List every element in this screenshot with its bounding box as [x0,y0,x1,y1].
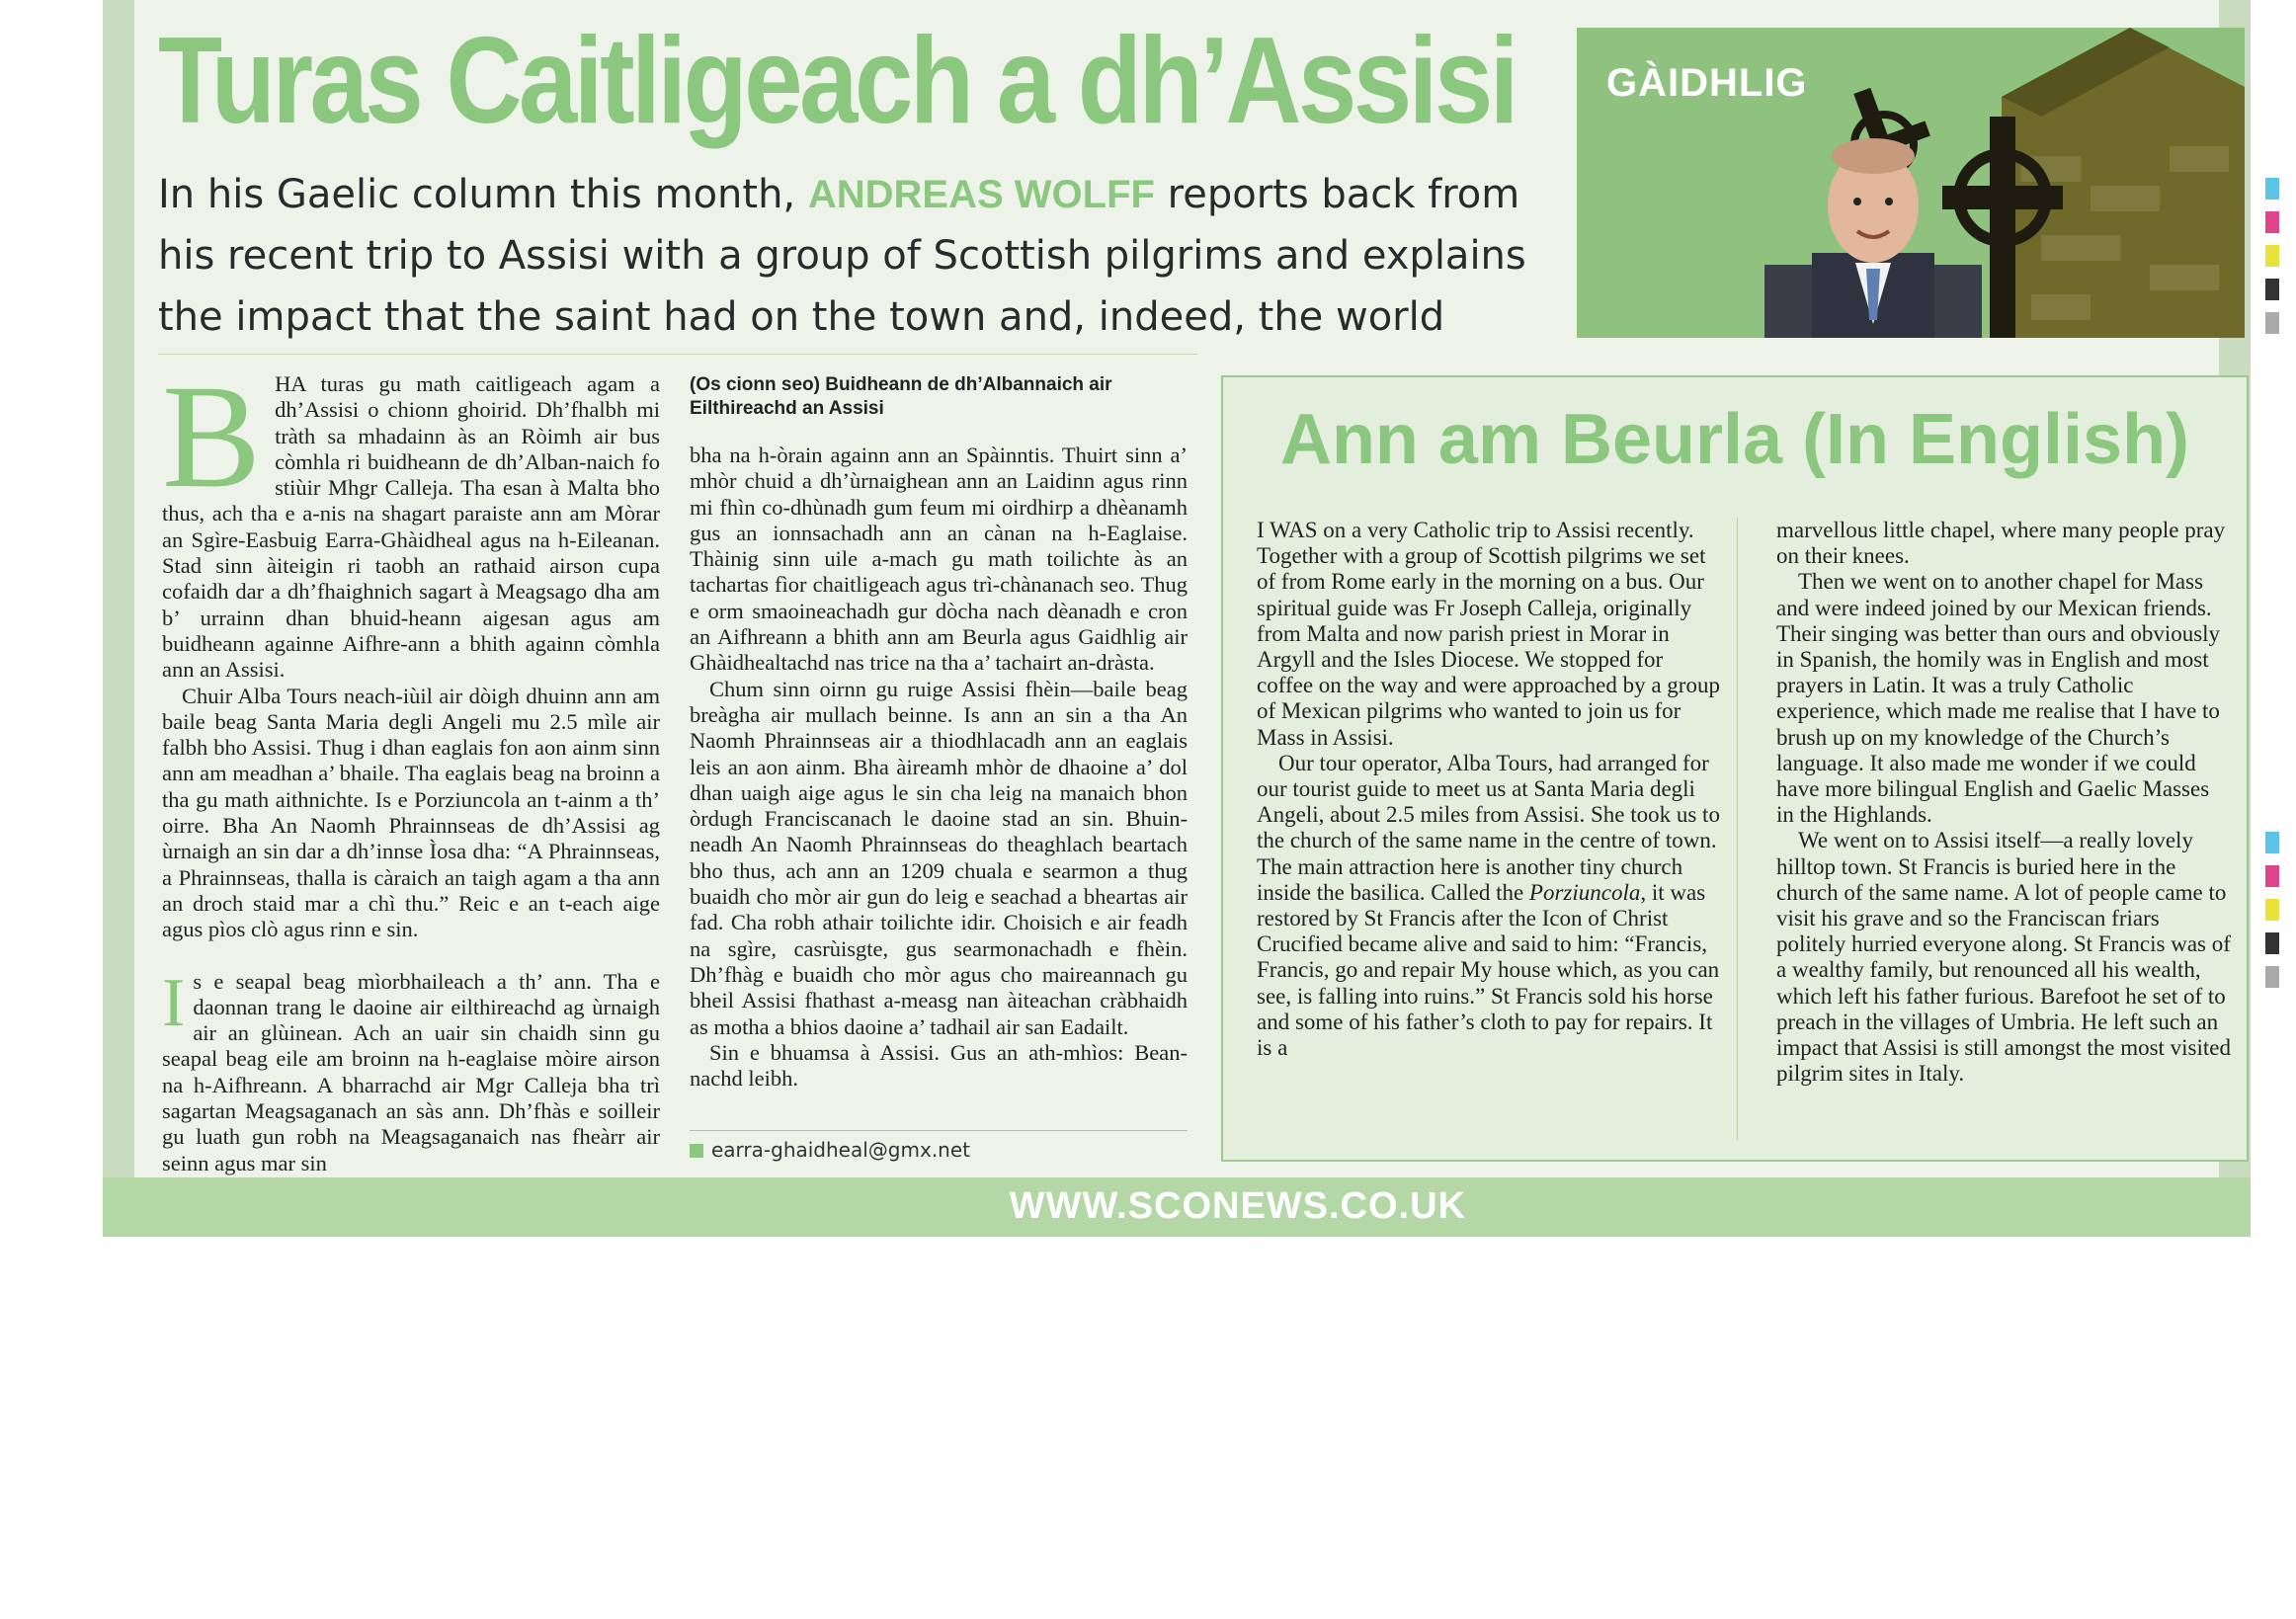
header-divider [158,354,1197,355]
english-translation-box [1221,375,2249,1162]
gaelic-paragraph: bha na h-òrain againn ann an Spàinntis. Thuirt sinn a’ mhòr chuid a dh’ùrnaighean ann an Laidinn agus rinn mi fhìn co-dhùnadh gum feum mi oirdhirp a dhèanamh gus an ionnsachadh ann an cànan na h-Eaglaise. Thàinig sinn uile a-mach gu math toilichte às an tachartas fìor chaitligeach agus trì-chànanach seo. Thug e orm smaoineachadh gur dòcha nach dèanadh e cron an Aifhreann a bhith ann am Beurla agus Gaidhlig air Ghàidhealtachd nas trice na tha a’ tachairt an-dràsta. [690,443,1188,676]
footer-bar [103,1177,2251,1237]
bullet-square-icon [690,1144,703,1158]
english-paragraph: marvellous little chapel, where many people pray on their knees. [1776,518,2226,569]
english-paragraph: We went on to Assisi itself—a really lovely hilltop town. St Francis is buried here in the church of the same name. A lot of people came to visit his grave and so the Franciscan friars politely hurried everyone along. St Francis was of a wealthy family, but renounced all his wealth, which left his father furious. Barefoot he set of to preach in the villages of Umbria. He left such an impact that Assisi is still amongst the most visited pilgrim sites in Italy. [1776,828,2231,1087]
author-name: ANDREAS WOLFF [807,173,1155,216]
english-paragraph [1257,751,1721,1061]
header-photo [1577,28,2245,338]
email-address: earra-ghaidheal@gmx.net [711,1138,970,1162]
gaelic-text: HA turas gu math caitligeach agam a dh’Assisi o chionn ghoirid. Dh’fhalbh mi tràth sa mhadainn às an Ròimh air bus còmhla ri buidheann de dh’Alban-naich fo stiùir Mhgr Calleja. Tha esan à Malta bho thus, ach tha e a-nis na shagart paraiste ann am Mòrar an Sgìre-Easbuig Earra-Ghàidheal agus na h-Eileanan. Stad sinn àiteigin ri taobh an rathaid airson cupa cofaidh dar a dh’fhaighnich sagart à Meagsago dha am b’ urrainn dhan bhuid-heann aigesan agus am buidheann againne Aifhre-ann a bhith againn còmhla ann an Assisi. [162,371,660,683]
english-paragraph: I WAS on a very Catholic trip to Assisi recently. Together with a group of Scottish pilgrims we set of from Rome early in the morning on a bus. Our spiritual guide was Fr Joseph Calleja, originally from Malta and now parish priest in Morar in Argyll and the Isles Diocese. We stopped for coffee on the way and were approached by a group of Mexican pilgrims who wanted to join us for Mass in Assisi. [1257,518,1720,750]
gaelic-column-2 [690,443,1188,1092]
english-italic: Porziuncola [1528,879,1641,905]
english-column-2 [1776,518,2231,1087]
drop-cap: I [162,964,186,1041]
drop-cap: B [162,355,262,519]
gaelic-text: s e seapal beag mìorbhaileach a th’ ann. Tha e daonnan trang le daoine air eilthireachd ag ùrnaigh air an glùinean. Ach an uair sin chaidh sinn gu seapal beag eile am broinn na h-eaglaise mòire airson na h-Aifhreann. A bharrachd air Mgr Calleja bha trì sagartan Meagsaganach an sàs ann. Dh’fhàs e soilleir gu luath gun robh na Meagsaganaich nas fheàrr air seinn agus mar sin [162,968,660,1175]
english-text: , it was restored by St Francis after the Icon of Christ Crucified became alive and said to him: “Francis, Francis, go and repair My house which, as you can see, is falling into ruins.” St Francis sold his horse and some of his father’s cloth to pay for repairs. It is a [1257,879,1720,1061]
photo-caption: (Os cionn seo) Buidheann de dh’Albannaich air Eilthireachd an Assisi [690,374,1112,419]
headline: Turas Caitligeach a dh’Assisi [158,13,1516,149]
english-title: Ann am Beurla (In English) [1279,400,2190,479]
gaelic-paragraph: Sin e bhuamsa à Assisi. Gus an ath-mhìos: Bean-nachd leibh. [690,1039,1188,1092]
author-email [690,1138,970,1162]
gaelic-paragraph: Chuir Alba Tours neach-iùil air dòigh dhuinn ann am baile beag Santa Maria degli Angeli mu 2.5 mìle air falbh bho Assisi. Thug i dhan eaglais fon aon ainm sinn ann am meadhan a’ bhaile. Tha eaglais beag na broinn a tha gu math aithnichte. Is e Porziuncola an t-ainm a th’ oirre. Bha An Naomh Phrainnseas de dh’Assisi ag ùrnaigh an sin dar a dh’innse Ìosa dha: “A Phrainnseas, a Phrainnseas, thalla is càraich an taigh agam a tha ann an droch staid mar a chì thu.” Reic e an t-each aige agus pìos clò agus rinn e sin. [162,683,660,942]
standfirst [158,164,1561,348]
standfirst-rest: reports back from his recent trip to Assisi with a group of Scottish pilgrims and explains the impact that the saint had on the town and, indeed, the world [158,172,1526,340]
english-text: Our tour operator, Alba Tours, had arranged for our tourist guide to meet us at Santa Maria degli Angeli, about 2.5 miles from Assisi. She took us to the church of the same name in the centre of town. The main attraction here is another tiny church inside the basilica. Called the [1257,750,1720,905]
print-color-marks-bottom [2265,832,2279,1000]
gaelic-column-1 [162,355,660,1176]
column-divider [1737,518,1738,1140]
footer-url[interactable]: WWW.SCONEWS.CO.UK [1009,1185,1466,1227]
gaelic-paragraph [162,355,660,684]
email-rule [690,1130,1188,1131]
english-column-1 [1257,518,1721,1061]
section-tag: GÀIDHLIG [1606,61,1808,105]
english-paragraph: Then we went on to another chapel for Mass and were indeed joined by our Mexican friends. Their singing was better than ours and obviously in Spanish, the homily was in English and most prayers in Latin. It was a truly Catholic experience, which made me realise that I have to brush up on my knowledge of the Church’s language. It also made me wonder if we could have more bilingual English and Gaelic Masses in the Highlands. [1776,569,2221,828]
standfirst-intro: In his Gaelic column this month, [158,172,808,217]
print-color-marks-top [2265,178,2279,346]
gaelic-paragraph: Chum sinn oirnn gu ruige Assisi fhèin—baile beag breàgha air mullach beinne. Is ann an sin a tha An Naomh Phrainnseas air a thiodhlacadh ann an eaglais leis an aon ainm. Bha àireamh mhòr de dhaoine a’ dol dhan uaigh aige agus le sin cha leig na manaich bhon òrdugh Franciscanach le daoine stad an sin. Bhuin-neadh An Naomh Phrainnseas do theaghlach beartach bho thus, ach ann an 1209 chuala e searmon a thug buaidh cho mòr air gun do leig e seachad a bheartas air fad. Cha robh athair toilichte idir. Choisich e air feadh na sgìre, casrùisgte, gus searmonachadh e fhèin. Dh’fhàg e buaidh cho mòr agus cho maireannach gu bheil Assisi fhathast a-measg nan àiteachan cràbhaidh as motha a bhios daoine a’ tadhail air san Eadailt. [690,676,1188,1039]
gaelic-paragraph [162,964,660,1176]
